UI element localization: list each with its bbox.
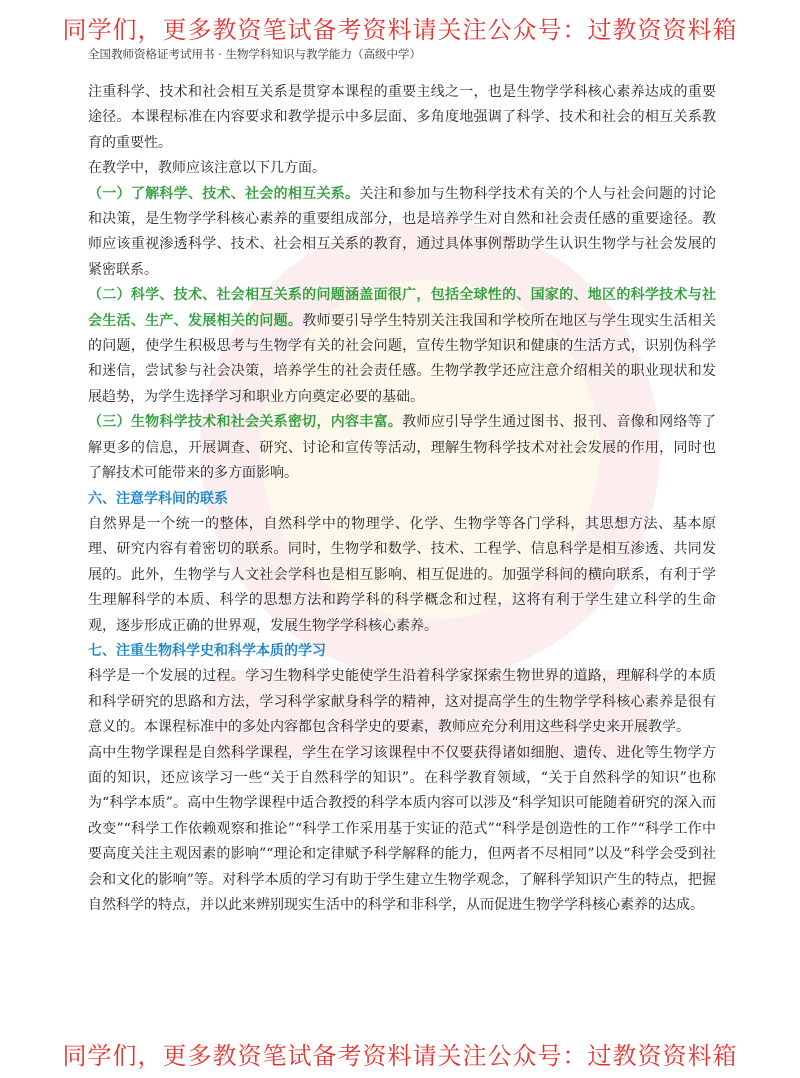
promo-banner-bottom: 同学们，更多教资笔试备考资料请关注公众号：过教资资料箱 — [62, 1042, 738, 1070]
item-3-lead: （三）生物科学技术和社会关系密切，内容丰富。 — [88, 414, 403, 431]
promo-banner-top: 同学们，更多教资笔试备考资料请关注公众号：过教资资料箱 — [62, 16, 738, 44]
list-item-3 — [88, 410, 716, 486]
paragraph-intro: 注重科学、技术和社会相互关系是贯穿本课程的重要主线之一，也是生物学学科核心素养达成的重要途径。本课程标准在内容要求和教学提示中多层面、多角度地强调了科学、技术和社会的相互关系教育的重要性。 — [88, 84, 716, 151]
paragraph-section-6: 自然界是一个统一的整体，自然科学中的物理学、化学、生物学等各门学科，其思想方法、基本原理、研究内容有着密切的联系。同时，生物学和数学、技术、工程学、信息科学是相互渗透、共同发展的。此外，生物学与人文社会学科也是相互影响、相互促进的。加强学科间的横向联系，有利于学生理解科学的本质、科学的思想方法和跨学科的科学概念和过程，这将有利于学生建立科学的生命观，逐步形成正确的世界观，发展生物学学科核心素养。 — [88, 515, 716, 634]
list-item-2 — [88, 283, 716, 410]
section-heading-6: 六、注意学科间的联系 — [88, 490, 228, 507]
running-head: 全国教师资格证考试用书 · 生物学科知识与教学能力（高级中学） — [88, 47, 421, 61]
item-1-lead: （一）了解科学、技术、社会的相互关系。 — [88, 185, 360, 202]
section-heading-7: 七、注重生物科学史和科学本质的学习 — [88, 642, 326, 659]
item-3-text: 教师应引导学生通过图书、报刊、音像和网络等了解更多的信息，开展调查、研究、讨论和宣传等活动，理解生物科学技术对社会发展的作用，同时也了解技术可能带来的多方面影响。 — [88, 414, 716, 482]
page-content — [88, 80, 716, 918]
list-item-1 — [88, 182, 716, 284]
item-2-lead: （二）科学、技术、社会相互关系的问题涵盖面很广，包括全球性的、国家的、地区的科学技术与社会生活、生产、发展相关的问题。 — [88, 287, 716, 329]
paragraph-teaching-note: 在教学中，教师应该注意以下几方面。 — [88, 160, 326, 177]
item-2-text: 教师要引导学生特别关注我国和学校所在地区与学生现实生活相关的问题，使学生积极思考与生物学有关的社会问题，宣传生物学知识和健康的生活方式，识别伪科学和迷信，尝试参与社会决策，培养学生的社会责任感。生物学教学还应注意介绍相关的职业现状和发展趋势，为学生选择学习和职业方向奠定必要的基础。 — [88, 312, 716, 405]
item-1-text: 关注和参加与生物科学技术有关的个人与社会问题的讨论和决策，是生物学学科核心素养的重要组成部分，也是培养学生对自然和社会责任感的重要途径。教师应该重视渗透科学、技术、社会相互关系的教育，通过具体事例帮助学生认识生物学与社会发展的紧密联系。 — [88, 185, 717, 278]
paragraph-section-7a: 科学是一个发展的过程。学习生物科学史能使学生沿着科学家探索生物世界的道路，理解科学的本质和科学研究的思路和方法，学习科学家献身科学的精神，这对提高学生的生物学学科核心素养是很有意义的。本课程标准中的多处内容都包含科学史的要素，教师应充分利用这些科学史来开展教学。 — [88, 668, 716, 736]
paragraph-section-7b: 高中生物学课程是自然科学课程，学生在学习该课程中不仅要获得诸如细胞、遗传、进化等生物学方面的知识，还应该学习一些“关于自然科学的知识”。在科学教育领域，“关于自然科学的知识”也称为“科学本质”。高中生物学课程中适合教授的科学本质内容可以涉及“科学知识可能随着研究的深入而改变”“科学工作依赖观察和推论”“科学工作采用基于实证的范式”“科学是创造性的工作”“科学工作中要高度关注主观因素的影响”“理论和定律赋予科学解释的能力，但两者不尽相同”以及“科学会受到社会和文化的影响”等。对科学本质的学习有助于学生建立生物学观念，了解科学知识产生的特点，把握自然科学的特点，并以此来辨别现实生活中的科学和非科学，从而促进生物学学科核心素养的达成。 — [88, 744, 716, 913]
